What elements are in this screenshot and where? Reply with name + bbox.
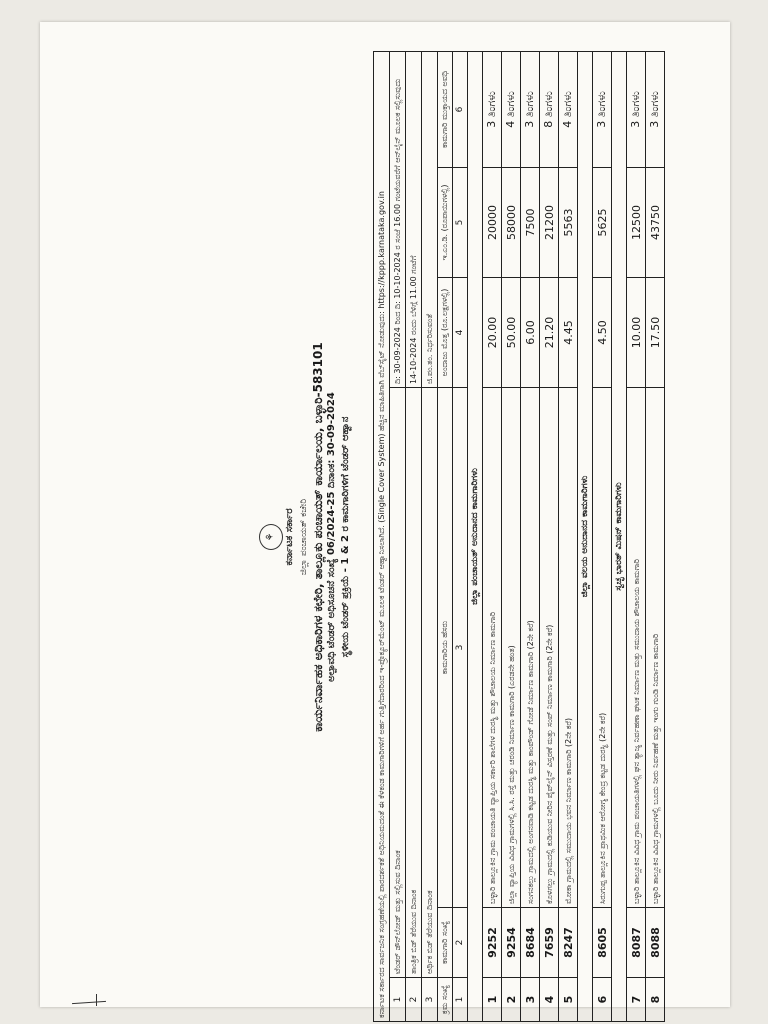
tender-table [373, 51, 665, 1022]
work-code: 9254 [502, 908, 521, 978]
intro-body: ಕರ್ನಾಟಕ ಸರ್ಕಾರದ ಸಾರ್ವಜನಿಕ ಸಂಗ್ರಹಣೆಯಲ್ಲಿ ಪಾರದರ್ಶಕತೆ ಅಧಿನಿಯಮದಂತೆ ಈ ಕೆಳಕಂಡ ಕಾಮಗಾರಿಗಳಿಗೆ ಅರ್ಹ ಗುತ್ತಿಗೆದಾರರಿಂದ ಇ-ಪ್ರೊಕ್ಯೂರ್‌ಮೆಂಟ್ ಮೂಲಕ ಟೆಂಡರ್ ಆಹ್ವಾನಿಸಲಾಗಿದೆ. (Single Cover System) ಹೆಚ್ಚಿನ ಮಾಹಿತಿಗಾಗಿ ವೆಬ್‌ಸೈಟ್ ನೋಡುವುದು: [377, 311, 386, 1018]
schedule-row [390, 51, 406, 1021]
work-sl: 3 [521, 978, 540, 1022]
pen-mark [96, 994, 97, 1006]
work-code: 7659 [540, 908, 559, 978]
work-name: ಸಂಗನಕಲ್ಲು ಗ್ರಾಮದಲ್ಲಿ ಅಂಗನವಾಡಿ ಕಟ್ಟಡ ದುರಸ್ಥಿ ಮತ್ತು ಕಾಂಪೌಂಡ್ ಗೋಡೆ ನಿರ್ಮಾಣ ಕಾಮಗಾರಿ (2ನೇ ಕರೆ) [521, 388, 540, 908]
work-emd: 12500 [627, 168, 646, 278]
schedule-no: 3 [422, 978, 438, 1022]
portal-link[interactable]: https://kppp.karnataka.gov.in [377, 191, 386, 309]
work-row [502, 51, 521, 1021]
notice-number: ಅಲ್ಪಾವಧಿ ಟೆಂಡರ್ ಅಧಿಸೂಚನೆ ಸಂಖ್ಯೆ 06/2024-25 ದಿನಾಂಕ: 30-09-2024 [326, 392, 337, 682]
col-estimate-header: ಅಂದಾಜು ಮೊತ್ತ (ರೂ.ಲಕ್ಷಗಳಲ್ಲಿ) [438, 278, 453, 388]
work-sl: 6 [593, 978, 612, 1022]
schedule-value: ದಿ: 30-09-2024 ರಿಂದ ದಿ: 10-10-2024 ರ ಸಂಜೆ 16.00 ಗಂಟೆಯವರೆಗೆ ಆನ್‌ಲೈನ್ ಮೂಲಕ ಸಲ್ಲಿಸುವುದು [390, 51, 406, 387]
work-row [593, 51, 612, 1021]
schedule-no: 2 [406, 978, 422, 1022]
work-period: 4 ತಿಂಗಳು [559, 51, 578, 167]
col-emd-header: ಇ.ಎಂ.ಡಿ. (ರೂಪಾಯಿಗಳಲ್ಲಿ) [438, 168, 453, 278]
work-period: 3 ತಿಂಗಳು [483, 51, 502, 167]
work-row [521, 51, 540, 1021]
section-title: ಜಿಲ್ಲಾ ಪಂಚಾಯತ್ ಅನುದಾನದ ಕಾಮಗಾರಿಗಳು [468, 51, 483, 1021]
work-sl: 5 [559, 978, 578, 1022]
work-row [646, 51, 665, 1021]
section-title: ಜಿಲ್ಲಾ ವಲಯ ಅನುದಾನದ ಕಾಮಗಾರಿಗಳು [578, 51, 593, 1021]
work-sl: 4 [540, 978, 559, 1022]
work-name: ಬಳ್ಳಾರಿ ತಾಲ್ಲೂಕಿನ ವಿವಿಧ ಗ್ರಾಮಗಳಲ್ಲಿ ಬೂದು ನೀರು ನಿರ್ವಹಣೆ ಮತ್ತು ಇಂಗು ಗುಂಡಿ ನಿರ್ಮಾಣ ಕಾಮಗಾರಿ [646, 388, 665, 908]
work-name: ಕೊಳಗಲ್ಲು ಗ್ರಾಮದಲ್ಲಿ ಕುಡಿಯುವ ನೀರಿನ ಪೈಪ್‌ಲೈನ್ ವಿಸ್ತರಣೆ ಮತ್ತು ಸಂಪ್ ನಿರ್ಮಾಣ ಕಾಮಗಾರಿ (2ನೇ ಕರೆ) [540, 388, 559, 908]
col-name-header: ಕಾಮಗಾರಿಯ ಹೆಸರು [438, 388, 453, 908]
work-period: 3 ತಿಂಗಳು [646, 51, 665, 167]
section-title-row [468, 51, 483, 1021]
work-row [483, 51, 502, 1021]
work-estimate: 17.50 [646, 278, 665, 388]
work-row [627, 51, 646, 1021]
work-code: 8605 [593, 908, 612, 978]
work-emd: 43750 [646, 168, 665, 278]
work-emd: 5625 [593, 168, 612, 278]
scanned-page [40, 22, 730, 1018]
col-number: 4 [453, 278, 468, 388]
notice-subject: ಸ್ಥಳೀಯ ಟೆಂಡರ್ ಪ್ರಕ್ರಿಯೆ - 1 & 2 ರ ಕಾಮಗಾರಿಗಳಿಗೆ ಟೆಂಡರ್ ಆಹ್ವಾನ [340, 416, 351, 658]
work-emd: 58000 [502, 168, 521, 278]
schedule-no: 1 [390, 978, 406, 1022]
work-period: 8 ತಿಂಗಳು [540, 51, 559, 167]
work-period: 4 ತಿಂಗಳು [502, 51, 521, 167]
dept-title: ಜಿಲ್ಲಾ ಪಂಚಾಯತ್ ಕಚೇರಿ [299, 498, 309, 576]
work-period: 3 ತಿಂಗಳು [521, 51, 540, 167]
work-emd: 5563 [559, 168, 578, 278]
work-row [540, 51, 559, 1021]
work-name: ಜಿಲ್ಲಾ ವ್ಯಾಪ್ತಿಯ ವಿವಿಧ ಗ್ರಾಮಗಳಲ್ಲಿ ಸಿ.ಸಿ. ರಸ್ತೆ ಮತ್ತು ಚರಂಡಿ ನಿರ್ಮಾಣ ಕಾಮಗಾರಿ (ಎರಡನೇ ಹಂತ) [502, 388, 521, 908]
work-code: 8087 [627, 908, 646, 978]
section-title-row [578, 51, 593, 1021]
work-estimate: 50.00 [502, 278, 521, 388]
section-title-row [612, 51, 627, 1021]
work-sl: 7 [627, 978, 646, 1022]
office-title: ಕಾರ್ಯನಿರ್ವಾಹಕ ಅಧಿಕಾರಿಗಳ ಕಛೇರಿ, ತಾಲ್ಲೂಕು ಪಂಚಾಯತ್ ಕಾರ್ಯಾಲಯ, ಬಳ್ಳಾರಿ-583101 [311, 342, 325, 732]
work-estimate: 4.50 [593, 278, 612, 388]
work-code: 8247 [559, 908, 578, 978]
work-name: ಮೋಕಾ ಗ್ರಾಮದಲ್ಲಿ ಸಮುದಾಯ ಭವನ ನಿರ್ಮಾಣ ಕಾಮಗಾರಿ (2ನೇ ಕರೆ) [559, 388, 578, 908]
intro-text [374, 51, 390, 1021]
col-number: 2 [453, 908, 468, 978]
work-period: 3 ತಿಂಗಳು [627, 51, 646, 167]
col-number: 3 [453, 388, 468, 908]
col-number: 5 [453, 168, 468, 278]
work-row [559, 51, 578, 1021]
schedule-label: ಟೆಂಡರ್ ಡೌನ್‌ಲೋಡ್ ಮತ್ತು ಸಲ್ಲಿಸುವ ದಿನಾಂಕ [390, 388, 406, 978]
work-name: ಬಳ್ಳಾರಿ ತಾಲ್ಲೂಕಿನ ಗ್ರಾಮ ಪಂಚಾಯತಿ ವ್ಯಾಪ್ತಿಯ ಸರ್ಕಾರಿ ಶಾಲೆಗಳ ದುರಸ್ಥಿ ಮತ್ತು ಶೌಚಾಲಯ ನಿರ್ಮಾಣ ಕಾಮಗಾರಿ [483, 388, 502, 908]
work-sl: 2 [502, 978, 521, 1022]
rotated-notice [255, 52, 768, 1022]
col-number: 6 [453, 51, 468, 167]
schedule-value: ಜಿ.ಪಂ.ತಂ. ನಿರ್ಧರಿಸುವಂತೆ [422, 51, 438, 387]
work-name: ಬಳ್ಳಾರಿ ತಾಲ್ಲೂಕಿನ ವಿವಿಧ ಗ್ರಾಮ ಪಂಚಾಯತಿಗಳಲ್ಲಿ ಘನ ತ್ಯಾಜ್ಯ ನಿರ್ವಹಣಾ ಘಟಕ ನಿರ್ಮಾಣ ಮತ್ತು ಸಮುದಾಯ ಶೌಚಾಲಯ ಕಾಮಗಾರಿ [627, 388, 646, 908]
work-emd: 7500 [521, 168, 540, 278]
state-emblem-icon: ⚘ [259, 524, 283, 550]
schedule-row [422, 51, 438, 1021]
schedule-value: 14-10-2024 ರಂದು ಬೆಳಿಗ್ಗೆ 11.00 ಗಂಟೆಗೆ [406, 51, 422, 387]
work-code: 8684 [521, 908, 540, 978]
section-title: ಸ್ವಚ್ಛ ಭಾರತ್ ಮಿಷನ್ ಕಾಮಗಾರಿಗಳು [612, 51, 627, 1021]
col-period-header: ಕಾಮಗಾರಿ ಮುಕ್ತಾಯದ ಅವಧಿ [438, 51, 453, 167]
work-estimate: 4.45 [559, 278, 578, 388]
work-period: 3 ತಿಂಗಳು [593, 51, 612, 167]
work-emd: 21200 [540, 168, 559, 278]
notice-header [255, 52, 370, 1022]
col-sl-header: ಕ್ರಮ ಸಂಖ್ಯೆ [438, 978, 453, 1022]
work-estimate: 6.00 [521, 278, 540, 388]
schedule-row [406, 51, 422, 1021]
work-sl: 8 [646, 978, 665, 1022]
work-estimate: 20.00 [483, 278, 502, 388]
gov-title: ಕರ್ನಾಟಕ ಸರ್ಕಾರ [284, 508, 295, 566]
column-header-row [438, 51, 453, 1021]
work-sl: 1 [483, 978, 502, 1022]
col-number: 1 [453, 978, 468, 1022]
work-code: 8088 [646, 908, 665, 978]
column-number-row [453, 51, 468, 1021]
work-emd: 20000 [483, 168, 502, 278]
work-estimate: 10.00 [627, 278, 646, 388]
schedule-label: ತಾಂತ್ರಿಕ ಬಿಡ್ ತೆರೆಯುವ ದಿನಾಂಕ [406, 388, 422, 978]
work-name: ಸಿರುಗುಪ್ಪ ತಾಲ್ಲೂಕಿನ ಪ್ರಾಥಮಿಕ ಆರೋಗ್ಯ ಕೇಂದ್ರ ಕಟ್ಟಡ ದುರಸ್ಥಿ (2ನೇ ಕರೆ) [593, 388, 612, 908]
work-estimate: 21.20 [540, 278, 559, 388]
schedule-label: ಆರ್ಥಿಕ ಬಿಡ್ ತೆರೆಯುವ ದಿನಾಂಕ [422, 388, 438, 978]
col-code-header: ಕಾಮಗಾರಿ ಸಂಖ್ಯೆ [438, 908, 453, 978]
work-code: 9252 [483, 908, 502, 978]
